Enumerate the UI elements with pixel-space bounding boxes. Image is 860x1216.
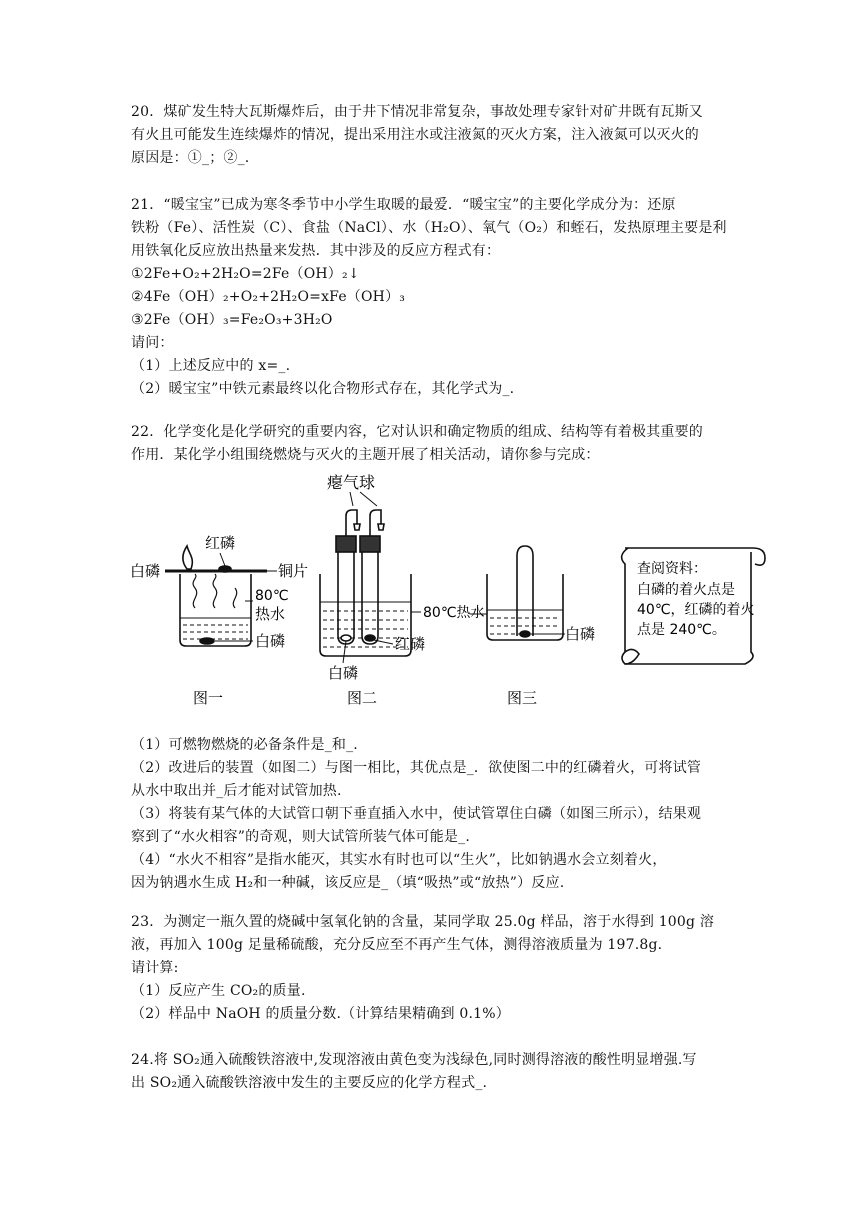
fig1-temp-label: 80℃: [255, 588, 289, 604]
q21-sub-1: （1）上述反应中的 x=_.: [131, 358, 291, 374]
fig1-hot-water-label: 热水: [255, 605, 286, 623]
q21-sub-2: （2）暖宝宝”中铁元素最终以化合物形式存在，其化学式为_.: [131, 381, 515, 397]
q22-sub-2b: 从水中取出并_后才能对试管加热.: [131, 783, 342, 799]
q22-sub-4a: （4）“水火不相容”是指水能灭，其实水有时也可以“生火”，比如钠遇水会立刻着火，: [131, 852, 667, 868]
balloon-left-icon: [354, 524, 360, 530]
white-phosphorus-dot: [200, 638, 214, 644]
q20-line-1: 20．煤矿发生特大瓦斯爆炸后，由于井下情况非常复杂，事故处理专家针对矿井既有瓦斯又: [131, 104, 704, 120]
test-tube-left: [338, 550, 354, 644]
fig3-white-phosphorus-dot: [520, 631, 530, 637]
question-23: [131, 911, 731, 1026]
note-line-1: 白磷的着火点是: [637, 582, 735, 598]
q22-sub-2a: （2）改进后的装置（如图二）与图一相比，其优点是_．欲使图二中的红磷着火，可将试管: [131, 760, 702, 776]
q22-line-1: 22．化学变化是化学研究的重要内容，它对认识和确定物质的组成、结构等有着极其重要的: [131, 424, 704, 440]
q22-sub-4b: 因为钠遇水生成 H₂和一种碱，该反应是_（填“吸热”或“放热”）反应.: [131, 875, 565, 891]
fig1-white-phosphorus-label: 白磷: [130, 562, 161, 580]
q23-sub-1: （1）反应产生 CO₂的质量.: [131, 983, 306, 999]
q23-line-1: 23．为测定一瓶久置的烧碱中氢氧化钠的含量，某同学取 25.0g 样品，溶于水得到 100g 溶: [131, 914, 715, 930]
question-20: [131, 101, 731, 170]
fig3-white-phosphorus-label: 白磷: [565, 625, 596, 643]
figure-3: [470, 546, 565, 640]
q24-line-1: 24.将 SO₂通入硫酸铁溶液中,发现溶液由黄色变为浅绿色,同时测得溶液的酸性明显增强.写: [131, 1052, 697, 1068]
fig2-white-phosphorus-label: 白磷: [328, 664, 359, 682]
q21-line-1: 21．“暖宝宝”已成为寒冬季节中小学生取暖的最爱．“暖宝宝”的主要化学成分为：还原: [131, 197, 676, 213]
fig1-copper-label: 铜片: [278, 562, 309, 580]
q23-ask: 请计算:: [131, 960, 179, 976]
fig2-caption: 图二: [347, 689, 378, 707]
note-line-2: 40℃，红磷的着火: [637, 602, 755, 618]
q24-line-2: 出 SO₂通入硫酸铁溶液中发生的主要反应的化学方程式_.: [131, 1075, 488, 1091]
balloon-right-icon: [378, 524, 384, 530]
fig2-balloon-label: 瘪气球: [327, 473, 376, 492]
inverted-test-tube: [517, 546, 533, 636]
stopper-left: [336, 536, 356, 552]
combustion-experiment-figure: [125, 468, 775, 718]
glass-tube-right: [370, 510, 381, 536]
q20-line-2: 有火且可能发生连续爆炸的情况，提出采用注水或注液氮的灭火方案，注入液氮可以灭火的: [131, 127, 699, 143]
test-tube-right: [362, 550, 378, 644]
stopper-right: [360, 536, 380, 552]
tube-white-phosphorus: [341, 635, 351, 641]
fig1-red-phosphorus-label: 红磷: [205, 534, 236, 552]
fig1-caption: 图一: [193, 689, 224, 707]
fig3-caption: 图三: [507, 689, 538, 707]
q22-sub-3a: （3）将装有某气体的大试管口朝下垂直插入水中，使试管罩住白磷（如图三所示），结果观: [131, 806, 702, 822]
q22-sub-1: （1）可燃物燃烧的必备条件是_和_.: [131, 737, 358, 753]
flame-icon: [183, 546, 193, 569]
fig2-red-phosphorus-label: 红磷: [395, 635, 426, 653]
q22-sub-3b: 察到了“水火相容”的奇观，则大试管所装气体可能是_.: [131, 829, 470, 845]
question-21: [131, 194, 731, 401]
note-title: 查阅资料：: [637, 561, 707, 577]
q22-line-2: 作用．某化学小组围绕燃烧与灭火的主题开展了相关活动，请你参与完成：: [131, 447, 600, 463]
question-24: [131, 1049, 731, 1095]
q21-equation-1: ①2Fe+O₂+2H₂O=2Fe（OH）₂↓: [131, 266, 360, 282]
fig1-white-phosphorus-bottom-label: 白磷: [255, 632, 286, 650]
q23-line-2: 液，再加入 100g 足量稀硫酸，充分反应至不再产生气体，测得溶液质量为 197.8g.: [131, 937, 663, 953]
red-phosphorus-dot: [219, 566, 231, 572]
fig2-hot-water-label: 80℃热水: [423, 605, 485, 621]
q21-line-2: 铁粉（Fe）、活性炭（C）、食盐（NaCl）、水（H₂O）、氧气（O₂）和蛭石，发热原理主要是利: [131, 220, 727, 236]
beaker-1: [180, 574, 251, 646]
q21-equation-2: ②4Fe（OH）₂+O₂+2H₂O=xFe（OH）₃: [131, 289, 406, 305]
q20-line-3: 原因是：①_；②_.: [131, 150, 250, 166]
beaker-3: [487, 574, 563, 640]
q21-ask: 请问：: [131, 335, 174, 351]
question-22: [131, 421, 731, 467]
question-22-subs: [131, 734, 731, 895]
q21-equation-3: ③2Fe（OH）₃=Fe₂O₃+3H₂O: [131, 312, 333, 328]
note-line-3: 点是 240℃。: [637, 622, 726, 638]
glass-tube-left: [346, 510, 357, 536]
tube-red-phosphorus: [365, 635, 375, 641]
q23-sub-2: （2）样品中 NaOH 的质量分数.（计算结果精确到 0.1%）: [131, 1006, 510, 1022]
q21-line-3: 用铁氧化反应放出热量来发热．其中涉及的反应方程式有：: [131, 243, 501, 259]
